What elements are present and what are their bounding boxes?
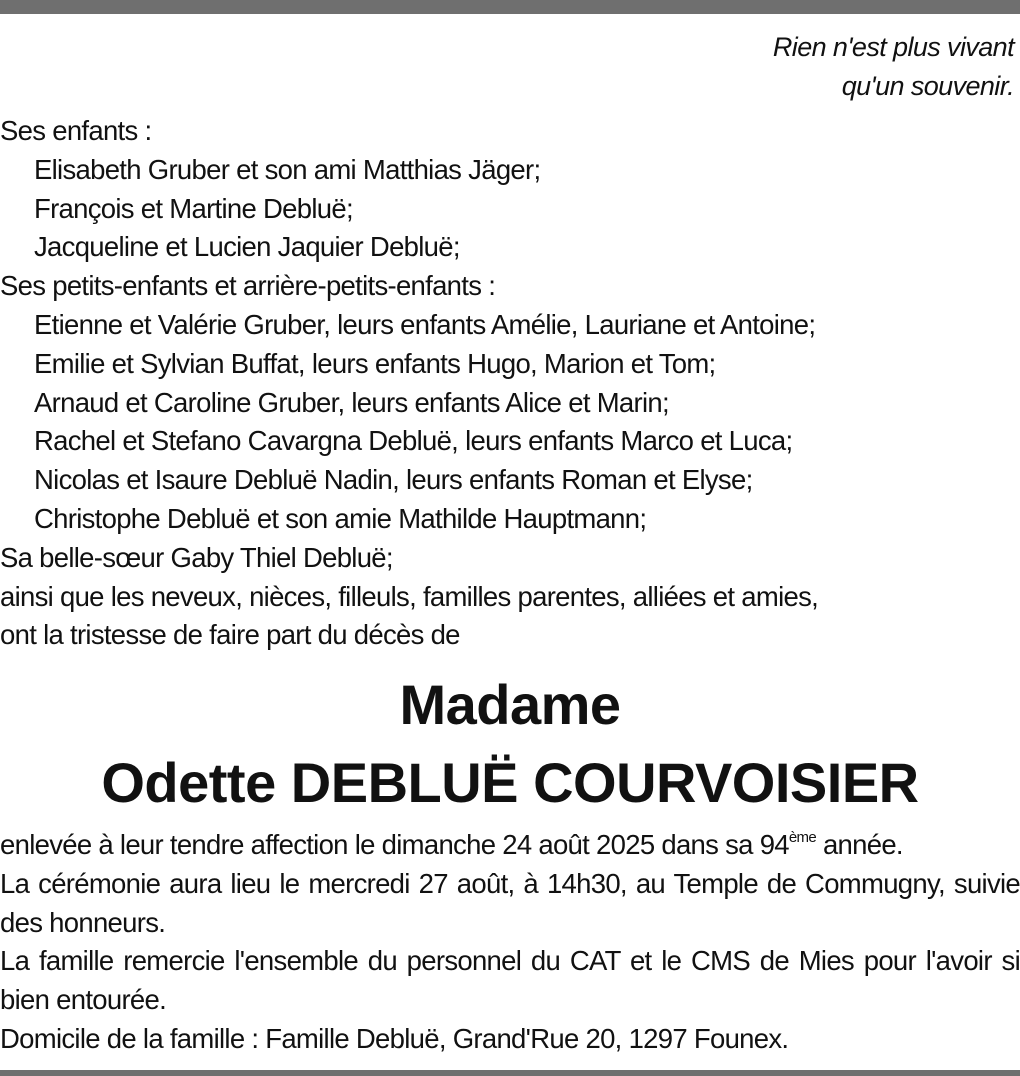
others-line: ainsi que les neveux, nièces, filleuls, familles parentes, alliées et amies,: [0, 580, 819, 612]
children-heading: Ses enfants :: [0, 115, 152, 146]
passing-prefix: enlevée à leur tendre affection le dimanche 24 août 2025 dans sa 94: [0, 829, 789, 860]
passing-line: [0, 826, 1020, 865]
grandchild-item: Nicolas et Isaure Debluë Nadin, leurs enfants Roman et Elyse;: [34, 464, 753, 496]
deceased-title: Madame: [399, 673, 621, 736]
ordinal-suffix: ème: [788, 829, 816, 846]
grandchild-item: Arnaud et Caroline Gruber, leurs enfants Alice et Marin;: [34, 386, 669, 418]
grandchildren-heading: Ses petits-enfants et arrière-petits-enfants :: [0, 270, 496, 302]
family-list: [0, 112, 1020, 655]
deceased-name-block: [0, 668, 1020, 824]
grandchild-item: Emilie et Sylvian Buffat, leurs enfants Hugo, Marion et Tom;: [34, 347, 716, 379]
passing-suffix: année.: [816, 829, 903, 860]
sister-in-law-line: Sa belle-sœur Gaby Thiel Debluë;: [0, 541, 393, 573]
child-item: François et Martine Debluë;: [34, 192, 353, 224]
top-rule: [0, 0, 1020, 14]
child-item: Elisabeth Gruber et son ami Matthias Jäger;: [34, 153, 541, 185]
thanks-paragraph: La famille remercie l'ensemble du personnel du CAT et le CMS de Mies pour l'avoir si bien entourée.: [0, 945, 1020, 1016]
ceremony-paragraph: La cérémonie aura lieu le mercredi 27 août, à 14h30, au Temple de Commugny, suivie des honneurs.: [0, 867, 1020, 938]
epigraph-quote: [773, 28, 1014, 106]
grandchild-item: Etienne et Valérie Gruber, leurs enfants Amélie, Lauriane et Antoine;: [34, 308, 816, 340]
child-item: Jacqueline et Lucien Jaquier Debluë;: [34, 231, 460, 263]
deceased-name: Odette DEBLUË COURVOISIER: [101, 751, 919, 814]
grandchild-item: Rachel et Stefano Cavargna Debluë, leurs enfants Marco et Luca;: [34, 425, 793, 457]
grandchild-item: Christophe Debluë et son amie Mathilde Hauptmann;: [34, 502, 647, 534]
epigraph-line-1: Rien n'est plus vivant: [772, 32, 1014, 62]
announcement-line: ont la tristesse de faire part du décès de: [0, 619, 460, 651]
closing-details: [0, 826, 1020, 1059]
epigraph-line-2: qu'un souvenir.: [841, 71, 1014, 101]
address-line: Domicile de la famille : Famille Debluë, Grand'Rue 20, 1297 Founex.: [0, 1022, 789, 1054]
bottom-rule: [0, 1070, 1020, 1076]
